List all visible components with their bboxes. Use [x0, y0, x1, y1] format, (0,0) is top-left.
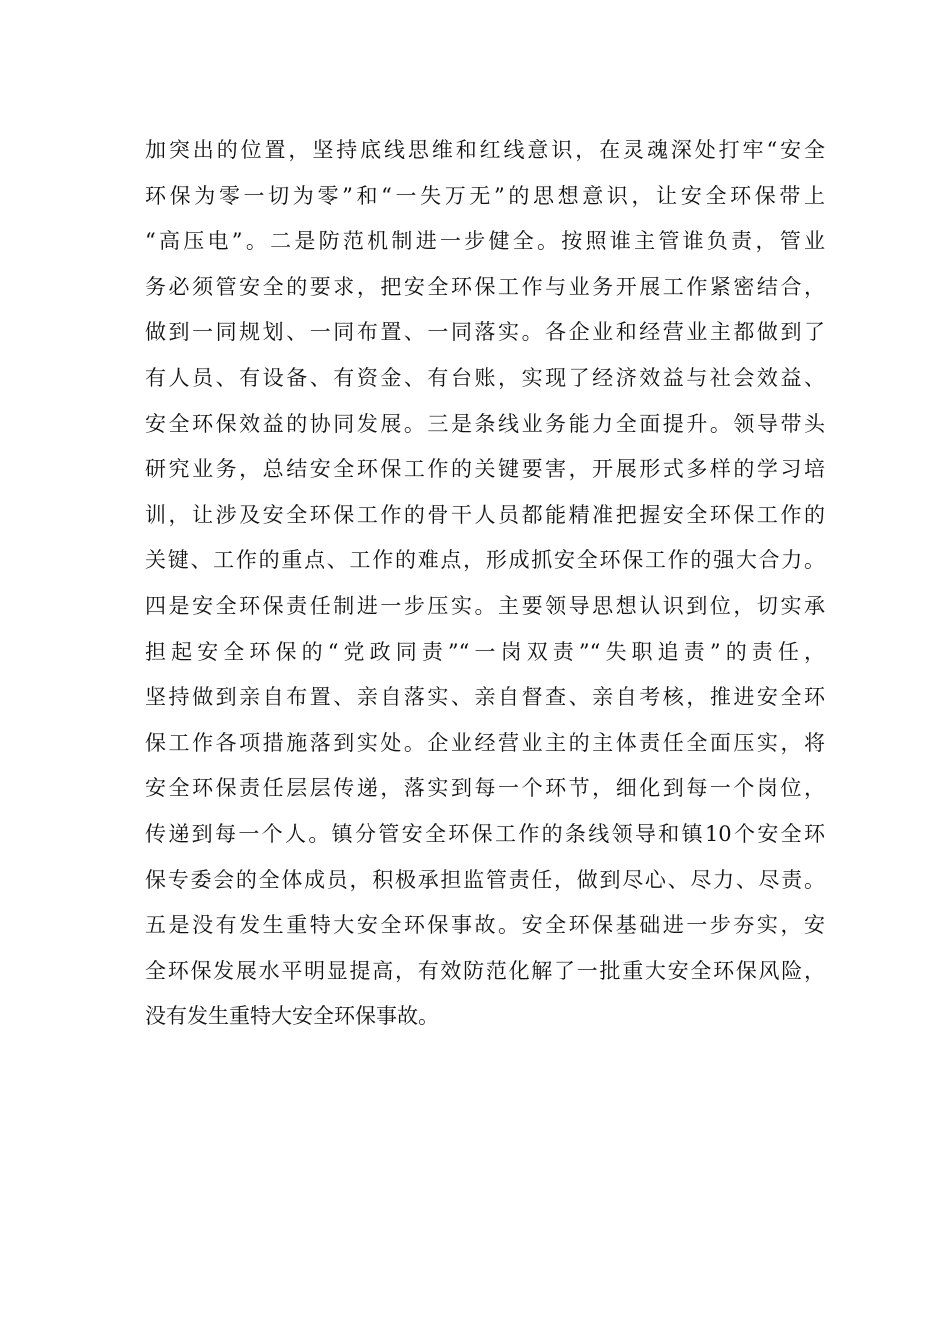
- text-line: 安全环保效益的协同发展。三是条线业务能力全面提升。领导带头: [145, 411, 825, 436]
- text-line: 保专委会的全体成员，积极承担监管责任，做到尽心、尽力、尽责。: [145, 867, 825, 892]
- text-line: 关键、工作的重点、工作的难点，形成抓安全环保工作的强大合力。: [145, 548, 825, 573]
- text-line: 四是安全环保责任制进一步压实。主要领导思想认识到位，切实承: [145, 593, 825, 618]
- text-line: 训，让涉及安全环保工作的骨干人员都能精准把握安全环保工作的: [145, 502, 825, 527]
- text-line: “高压电”。二是防范机制进一步健全。按照谁主管谁负责，管业: [145, 229, 825, 254]
- text-line: 研究业务，总结安全环保工作的关键要害，开展形式多样的学习培: [145, 457, 825, 482]
- text-line: 保工作各项措施落到实处。企业经营业主的主体责任全面压实，将: [145, 730, 825, 755]
- text-line: 五是没有发生重特大安全环保事故。安全环保基础进一步夯实，安: [145, 913, 825, 938]
- body-text: [145, 128, 825, 1040]
- text-line: 坚持做到亲自布置、亲自落实、亲自督查、亲自考核，推进安全环: [145, 685, 825, 710]
- text-line: 担起安全环保的“党政同责”“一岗双责”“失职追责”的责任，: [145, 639, 825, 664]
- text-line: 没有发生重特大安全环保事故。: [145, 1004, 439, 1029]
- text-line: 有人员、有设备、有资金、有台账，实现了经济效益与社会效益、: [145, 365, 825, 390]
- text-line: 务必须管安全的要求，把安全环保工作与业务开展工作紧密结合，: [145, 274, 825, 299]
- text-line: 传递到每一个人。镇分管安全环保工作的条线领导和镇10个安全环: [145, 821, 825, 846]
- text-line: 安全环保责任层层传递，落实到每一个环节，细化到每一个岗位，: [145, 776, 825, 801]
- text-line: 环保为零一切为零”和“一失万无”的思想意识，让安全环保带上: [145, 183, 825, 208]
- text-line: 做到一同规划、一同布置、一同落实。各企业和经营业主都做到了: [145, 320, 825, 345]
- text-line: 加突出的位置，坚持底线思维和红线意识，在灵魂深处打牢“安全: [145, 138, 825, 162]
- text-line: 全环保发展水平明显提高，有效防范化解了一批重大安全环保风险，: [145, 958, 825, 983]
